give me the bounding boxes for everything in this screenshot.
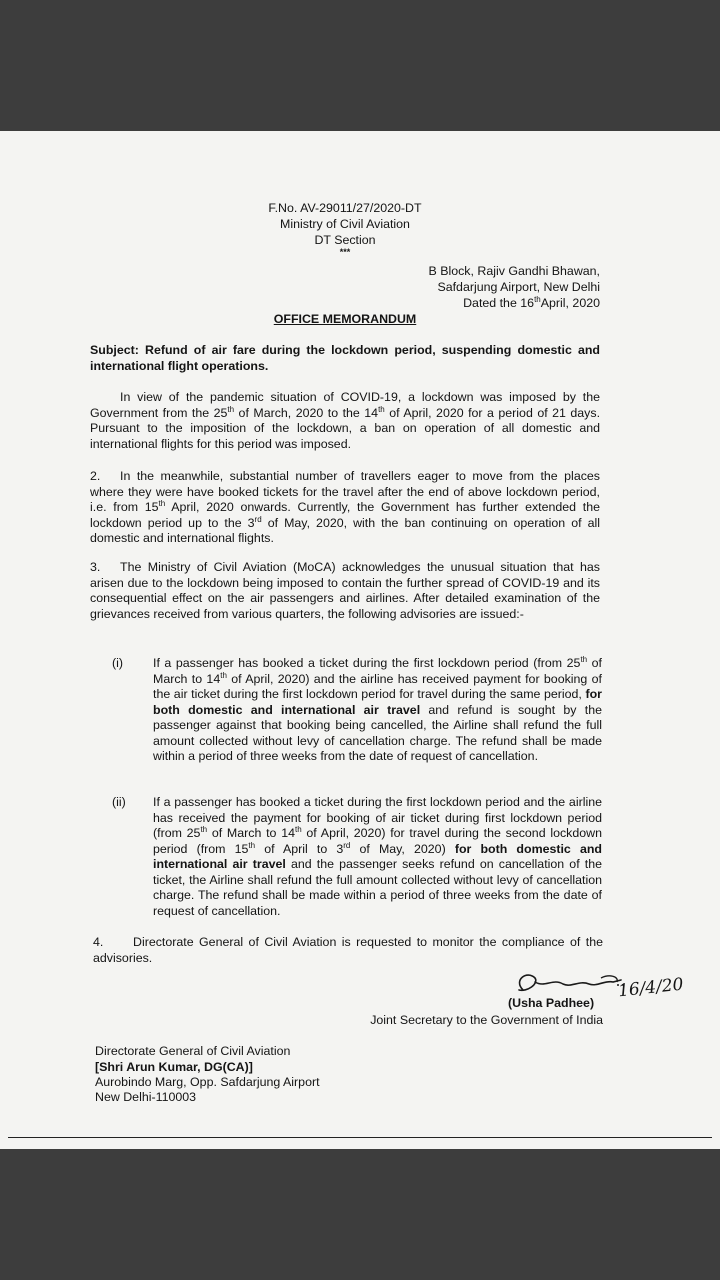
bottom-divider: [8, 1137, 712, 1138]
signature-date: 16/4/20: [617, 974, 685, 1002]
bottom-dark-bar: [0, 1149, 720, 1280]
paragraph-1: In view of the pandemic situation of COVID-19, a lockdown was imposed by the Government from the 25th of March, 2020 to the 14th of April, 2020 for a period of 21 days. Pursuant to the imposition of the lockdown, a ban on operation of all domestic and international flights for this period was imposed.: [90, 390, 601, 451]
advisory-1-label: (i): [112, 656, 124, 670]
top-dark-bar: [0, 0, 720, 131]
recipient-line-2: [Shri Arun Kumar, DG(CA)]: [95, 1060, 253, 1074]
advisory-1: If a passenger has booked a ticket during the first lockdown period (from 25th of March to 14th of April, 2020) and the airline has received payment for booking of the air ticket during the first lockdown period for travel during the same period, for both domestic and international air travel and refund is sought by the passenger against that booking being cancelled, the Airline shall refund the full amount collected without levy of cancellation charge. The refund shall be made within a period of three weeks from the date of request of cancellation.: [153, 655, 602, 763]
recipient-line-3: Aurobindo Marg, Opp. Safdarjung Airport: [95, 1075, 320, 1089]
memo-date: Dated the 16thApril, 2020: [463, 295, 600, 310]
paragraph-2-number: 2.: [90, 469, 101, 483]
ministry-name: Ministry of Civil Aviation: [280, 217, 410, 231]
recipient-line-4: New Delhi-110003: [95, 1090, 197, 1104]
stars-divider: ***: [339, 247, 351, 257]
recipient-line-1: Directorate General of Civil Aviation: [95, 1044, 291, 1058]
paragraph-4-number: 4.: [93, 935, 104, 949]
section-name: DT Section: [314, 233, 376, 247]
signatory-name: (Usha Padhee): [508, 996, 595, 1010]
signatory-designation: Joint Secretary to the Government of India: [370, 1013, 603, 1027]
paragraph-3-number: 3.: [90, 560, 101, 574]
file-number: F.No. AV-29011/27/2020-DT: [268, 201, 422, 215]
address-line-2: Safdarjung Airport, New Delhi: [437, 280, 600, 294]
paragraph-2: In the meanwhile, substantial number of travellers eager to move from the places where they were have booked tickets for the travel after the end of above lockdown period, i.e. from 15th April, 2020 onwards. Currently, the Government has further extended the lockdown period up to the 3rd of May, 2020, with the ban continuing on operation of all domestic and international flights.: [90, 469, 601, 545]
memo-subject: Subject: Refund of air fare during the lockdown period, suspending domestic and international flight operations.: [90, 343, 600, 373]
memo-page: [0, 131, 720, 1149]
advisory-2-label: (ii): [112, 795, 126, 809]
memo-title: OFFICE MEMORANDUM: [273, 312, 417, 326]
paragraph-3: The Ministry of Civil Aviation (MoCA) acknowledges the unusual situation that has arisen due to the lockdown being imposed to contain the further spread of COVID-19 and its consequential effect on the air passengers and airlines. After detailed examination of the grievances received from various quarters, the following advisories are issued:-: [90, 560, 600, 621]
address-line-1: B Block, Rajiv Gandhi Bhawan,: [428, 264, 600, 278]
advisory-2: If a passenger has booked a ticket during the first lockdown period and the airline has received the payment for booking of air ticket during first lockdown period (from 25th of March to 14th of April, 2020) for travel during the second lockdown period (from 15th of April to 3rd of May, 2020) for both domestic and international air travel and the passenger seeks refund on cancellation of the ticket, the Airline shall refund the full amount collected without levy of cancellation charge. The refund shall be made within a period of three weeks from the date of request of cancellation.: [153, 795, 602, 918]
paragraph-4: Directorate General of Civil Aviation is requested to monitor the compliance of the advisories.: [93, 935, 603, 965]
